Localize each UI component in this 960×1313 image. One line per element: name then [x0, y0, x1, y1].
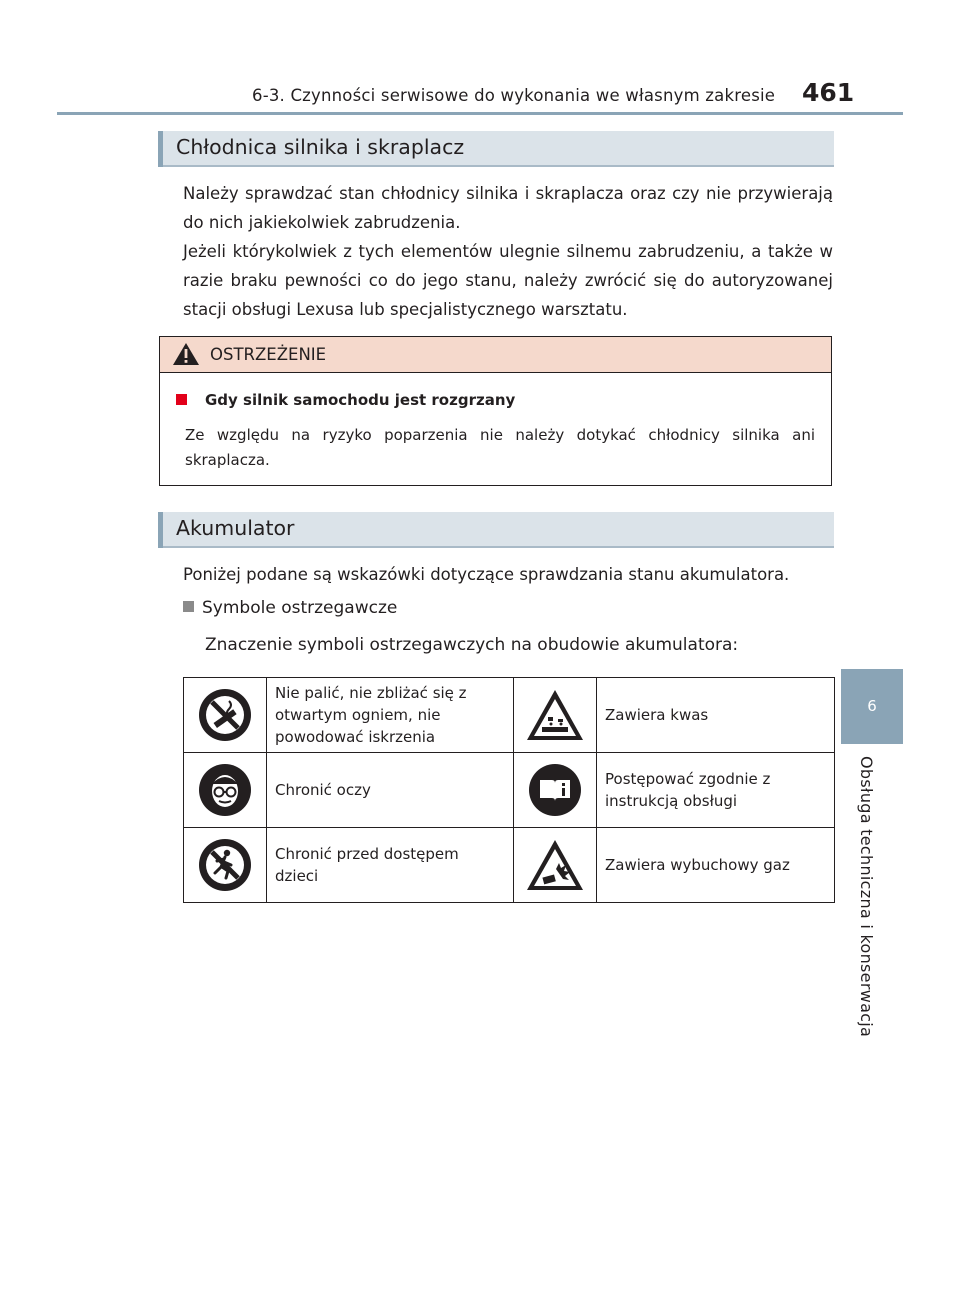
warning-subheading — [186, 391, 515, 409]
table-row — [184, 678, 835, 753]
battery-intro: Poniżej podane są wskazówki dotyczące sprawdzania stanu akumulatora. — [183, 565, 790, 584]
header-rule — [57, 112, 903, 115]
paragraph-1: Należy sprawdzać stan chłodnicy silnika i skraplacza oraz czy nie przywierają do nich jakiekolwiek zabrudzenia. — [183, 184, 833, 232]
symbol-cell — [184, 828, 267, 903]
section-title: Chłodnica silnika i skraplacz — [176, 135, 465, 159]
header-title: 6-3. Czynności serwisowe do wykonania we własnym zakresie — [252, 86, 776, 105]
symbol-cell — [184, 678, 267, 753]
manual-icon — [527, 762, 583, 818]
eye-protection-icon — [197, 762, 253, 818]
chapter-tab — [841, 669, 903, 744]
warning-triangle-icon — [172, 342, 200, 366]
bullet-heading — [183, 598, 397, 618]
explosive-icon — [526, 839, 584, 891]
symbol-description: Chronić przed dostępem dzieci — [267, 828, 514, 903]
keep-children-away-icon — [197, 837, 253, 893]
symbol-cell — [514, 828, 597, 903]
paragraph-2: Jeżeli którykolwiek z tych elementów ulegnie silnemu zabrudzeniu, a także w razie braku pewności co do jego stanu, należy zwrócić się do autoryzowanej stacji obsługi Lexusa lub specjalistycznego warsztatu. — [183, 242, 833, 319]
section-heading-battery — [158, 512, 834, 548]
bullet-square-icon — [183, 601, 194, 612]
symbol-cell — [514, 678, 597, 753]
corrosive-icon — [526, 689, 584, 741]
table-row — [184, 828, 835, 903]
radiator-paragraph — [183, 179, 833, 324]
warning-box — [159, 336, 832, 486]
page-number: 461 — [802, 78, 855, 107]
section-heading-radiator — [158, 131, 834, 167]
section-title: Akumulator — [176, 516, 295, 540]
chapter-label: Obsługa techniczna i konserwacja — [857, 756, 876, 1038]
symbol-cell — [184, 753, 267, 828]
symbols-table — [183, 677, 835, 903]
symbol-description: Nie palić, nie zbliżać się z otwartym ogniem, nie powodować iskrzenia — [267, 678, 514, 753]
warning-text: Ze względu na ryzyko poparzenia nie należy dotykać chłodnicy silnika ani skraplacza. — [185, 426, 815, 469]
symbols-subtitle: Znaczenie symboli ostrzegawczych na obudowie akumulatora: — [205, 635, 739, 655]
table-row — [184, 753, 835, 828]
symbol-description: Postępować zgodnie z instrukcją obsługi — [597, 753, 835, 828]
no-smoking-icon — [197, 687, 253, 743]
warning-title: OSTRZEŻENIE — [210, 345, 327, 364]
symbol-description: Zawiera kwas — [597, 678, 835, 753]
symbol-cell — [514, 753, 597, 828]
symbol-description: Chronić oczy — [267, 753, 514, 828]
bullet-heading-text: Symbole ostrzegawcze — [202, 598, 398, 618]
symbol-description: Zawiera wybuchowy gaz — [597, 828, 835, 903]
warning-subheading-text: Gdy silnik samochodu jest rozgrzany — [205, 391, 516, 409]
warning-header — [160, 337, 831, 373]
chapter-number: 6 — [867, 697, 877, 715]
